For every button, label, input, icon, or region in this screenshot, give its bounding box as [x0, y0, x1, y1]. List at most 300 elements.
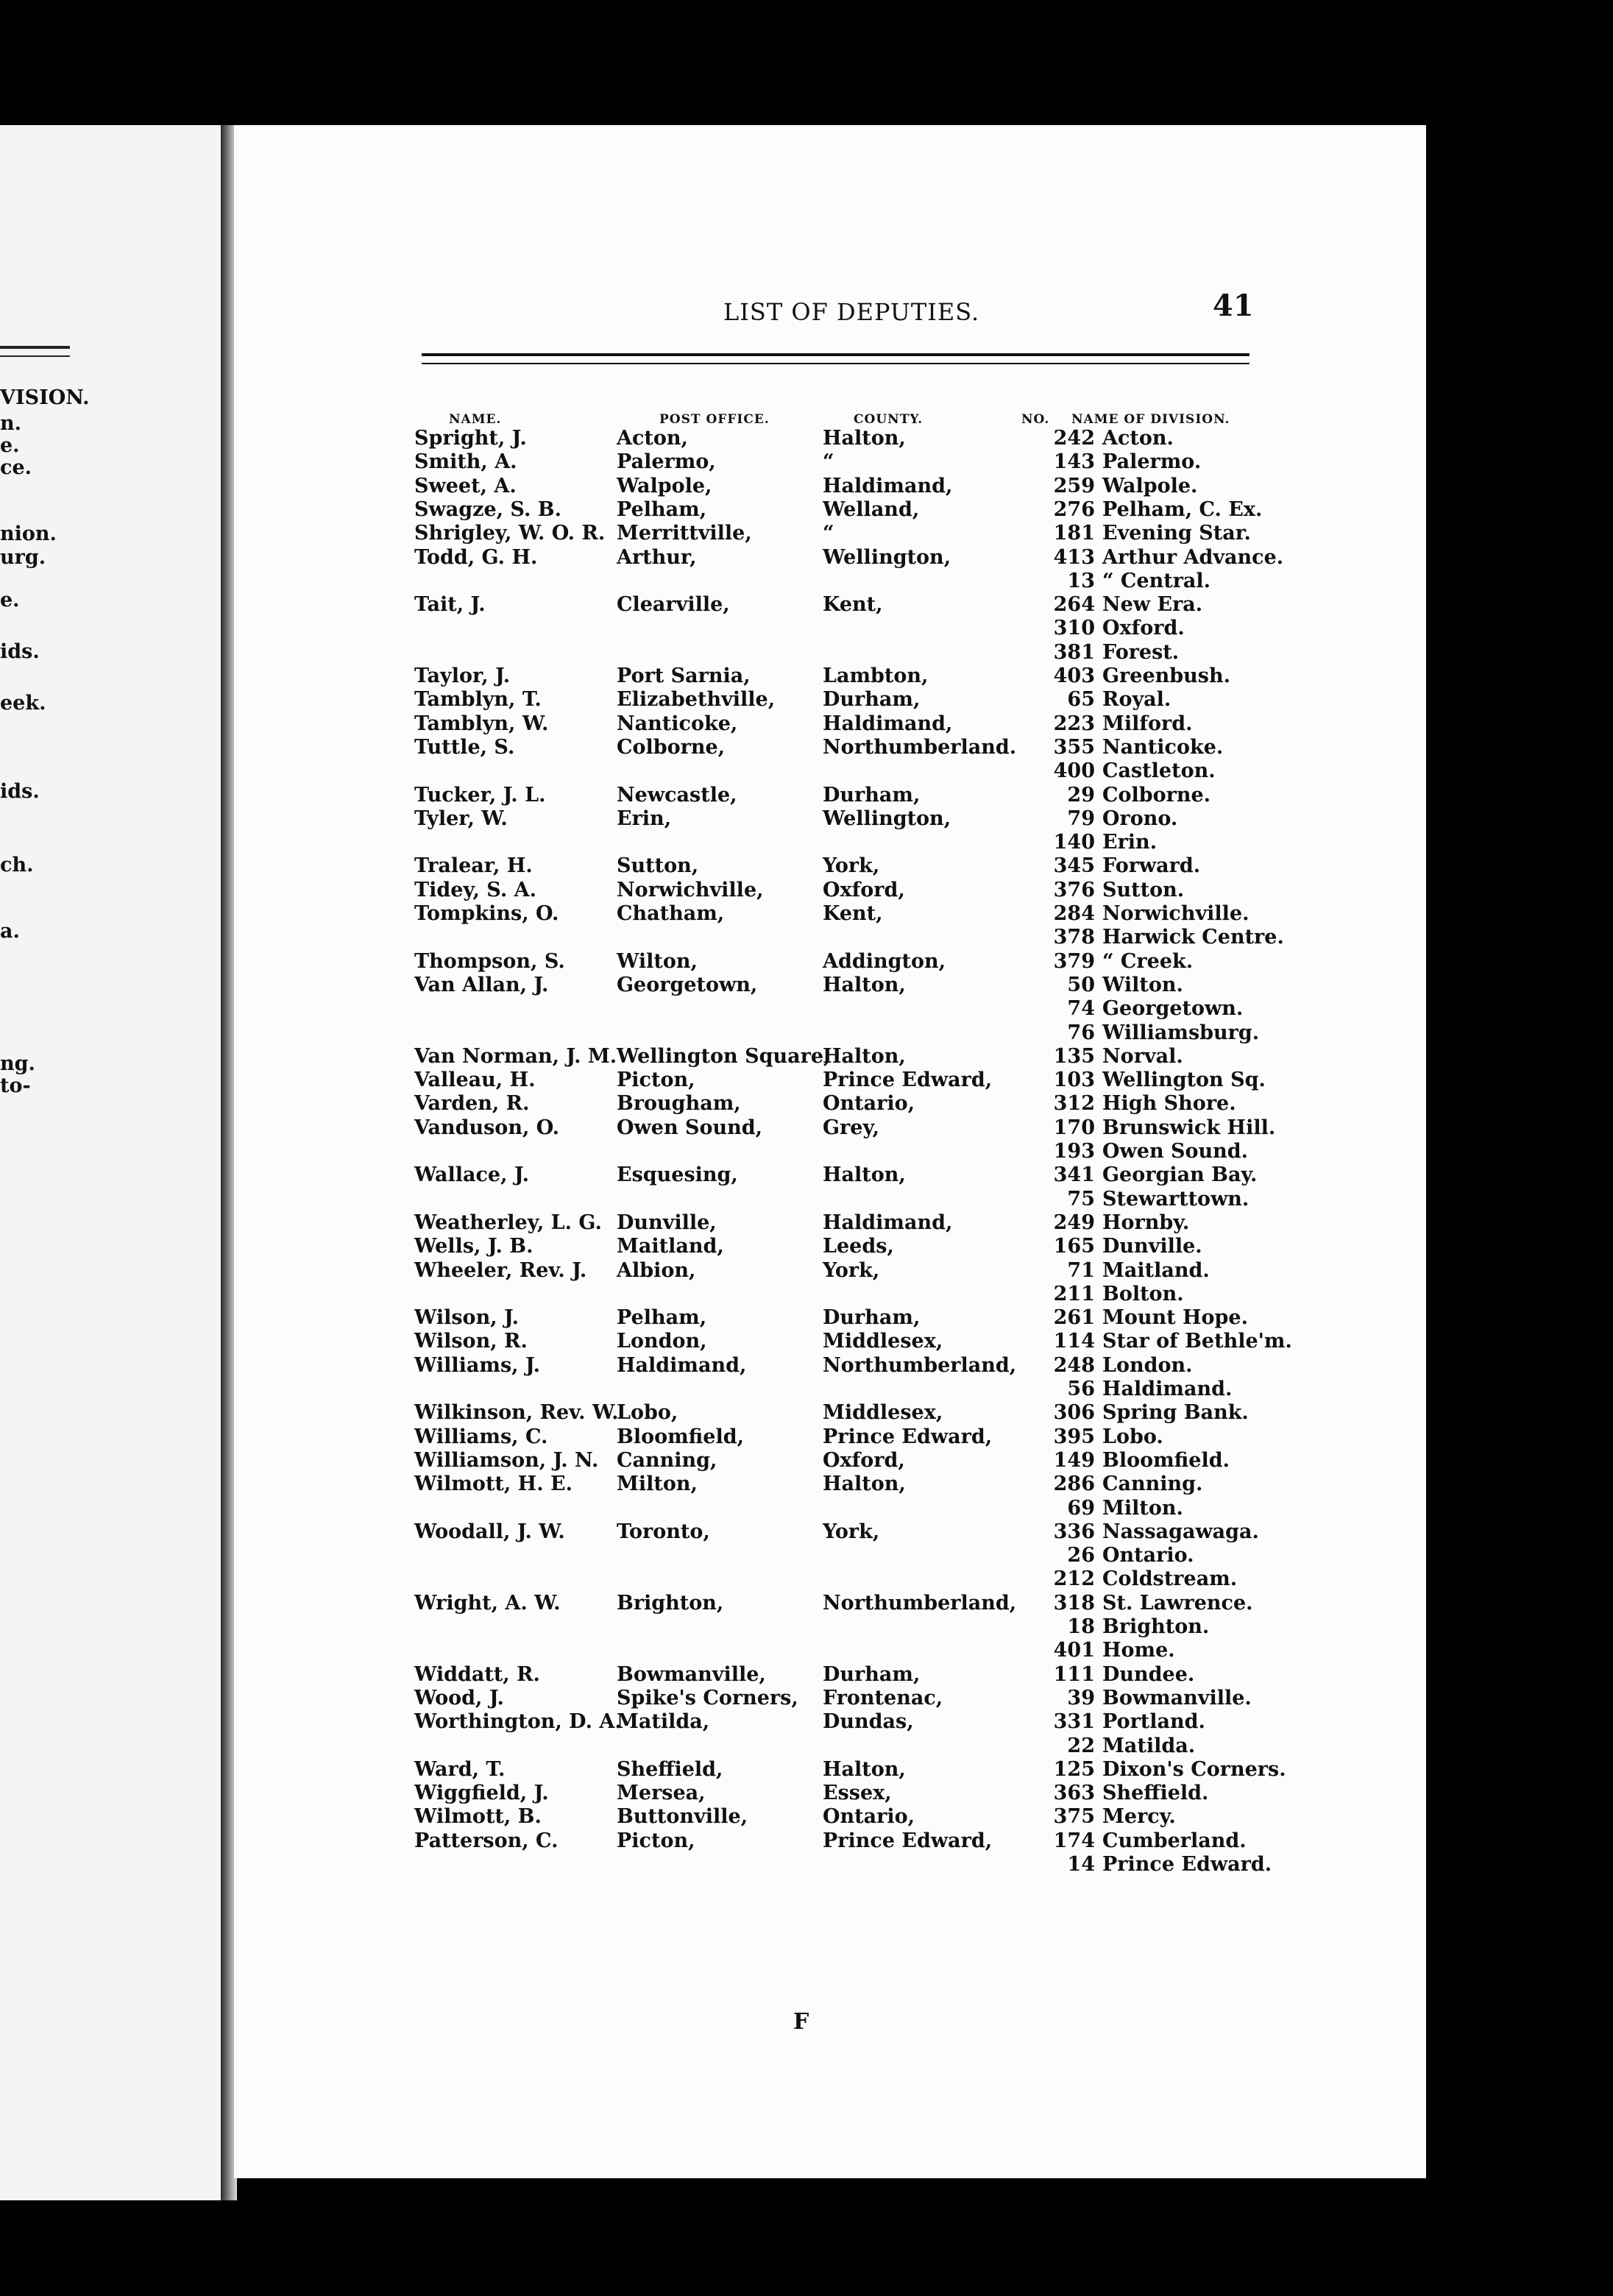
cell-post-office: Chatham, [617, 902, 725, 925]
cell-name: Widdatt, R. [414, 1662, 540, 1686]
facing-page-fragment: e. [0, 434, 20, 457]
cell-no: 259 [1053, 474, 1095, 497]
cell-division: Erin. [1102, 831, 1158, 854]
table-row [234, 593, 1426, 617]
cell-post-office: Newcastle, [617, 783, 737, 807]
cell-division: Milton. [1102, 1496, 1183, 1520]
cell-division: Cumberland. [1102, 1829, 1247, 1852]
cell-name: Worthington, D. A. [414, 1710, 622, 1734]
column-header-county: COUNTY. [854, 412, 924, 427]
table-row [234, 1401, 1426, 1425]
table-row [234, 854, 1426, 878]
table-row [234, 1330, 1426, 1353]
cell-county: Kent, [823, 593, 883, 617]
cell-no: 276 [1053, 497, 1095, 521]
cell-no: 103 [1053, 1069, 1095, 1092]
facing-page-fragment: to- [0, 1074, 31, 1097]
cell-name: Shrigley, W. O. R. [414, 522, 606, 545]
cell-post-office: Bowmanville, [617, 1662, 766, 1686]
cell-name: Tyler, W. [414, 807, 508, 830]
cell-name: Ward, T. [414, 1757, 506, 1781]
cell-name: Williams, J. [414, 1353, 541, 1377]
table-row [234, 1259, 1426, 1283]
table-row [234, 1425, 1426, 1449]
cell-no: 306 [1053, 1401, 1095, 1425]
cell-no: 212 [1053, 1567, 1095, 1591]
cell-no: 181 [1053, 522, 1095, 545]
table-row [234, 1116, 1426, 1140]
page-number: 41 [1213, 288, 1254, 323]
table-row [234, 926, 1426, 949]
table-row [234, 1735, 1426, 1758]
table-row [234, 1306, 1426, 1330]
cell-name: Wood, J. [414, 1686, 504, 1709]
cell-division: Palermo. [1102, 450, 1202, 474]
cell-county: Essex, [823, 1782, 892, 1805]
table-row [234, 950, 1426, 974]
cell-division: Spring Bank. [1102, 1401, 1249, 1425]
cell-name: Wilson, R. [414, 1330, 528, 1353]
facing-page-fragment: urg. [0, 546, 46, 569]
cell-division: Walpole. [1102, 474, 1198, 497]
facing-page-rule [0, 346, 70, 357]
table-row [234, 1544, 1426, 1567]
table-row [234, 1378, 1426, 1401]
cell-no: 111 [1053, 1662, 1095, 1686]
cell-division: Owen Sound. [1102, 1140, 1249, 1163]
cell-name: Valleau, H. [414, 1069, 536, 1092]
column-header-no: NO. [1021, 412, 1050, 427]
table-row [234, 570, 1426, 593]
table-row [234, 1092, 1426, 1116]
table-row [234, 1021, 1426, 1045]
table-row [234, 546, 1426, 570]
cell-county: York, [823, 854, 880, 878]
cell-county: Oxford, [823, 1448, 905, 1472]
cell-no: 22 [1067, 1734, 1095, 1757]
page [234, 125, 1426, 2178]
cell-post-office: Sutton, [617, 854, 699, 878]
cell-name: Wilmott, H. E. [414, 1473, 572, 1496]
facing-page-fragment: a. [0, 920, 20, 943]
table-row [234, 736, 1426, 759]
cell-no: 79 [1067, 807, 1095, 830]
table-row [234, 879, 1426, 902]
cell-division: Forward. [1102, 854, 1201, 878]
table-row [234, 759, 1426, 783]
cell-no: 310 [1053, 617, 1095, 640]
cell-county: Middlesex, [823, 1330, 943, 1353]
table-row [234, 807, 1426, 831]
cell-county: Prince Edward, [823, 1425, 993, 1448]
cell-division: Arthur Advance. [1102, 545, 1284, 569]
cell-division: Maitland. [1102, 1258, 1210, 1282]
table-row [234, 1710, 1426, 1734]
cell-division: Sutton. [1102, 878, 1185, 901]
cell-division: “ Central. [1102, 569, 1211, 592]
cell-division: High Shore. [1102, 1092, 1236, 1116]
table-row [234, 450, 1426, 474]
cell-no: 264 [1053, 593, 1095, 617]
cell-county: York, [823, 1258, 880, 1282]
cell-name: Weatherley, L. G. [414, 1211, 602, 1234]
cell-county: Middlesex, [823, 1401, 943, 1425]
table-row [234, 1592, 1426, 1615]
cell-county: Dundas, [823, 1710, 914, 1734]
cell-name: Tompkins, O. [414, 902, 559, 925]
cell-division: Castleton. [1102, 759, 1216, 783]
header-rule [422, 353, 1249, 364]
cell-post-office: Brougham, [617, 1092, 741, 1116]
cell-division: Bloomfield. [1102, 1448, 1230, 1472]
table-row [234, 997, 1426, 1021]
cell-county: Durham, [823, 1306, 921, 1330]
cell-division: Portland. [1102, 1710, 1205, 1734]
cell-county: Kent, [823, 902, 883, 925]
cell-name: Taylor, J. [414, 665, 511, 687]
cell-post-office: Colborne, [617, 735, 726, 759]
column-header-post-office: POST OFFICE. [659, 412, 770, 427]
cell-post-office: Norwichville, [617, 878, 764, 901]
cell-county: “ [823, 450, 834, 474]
cell-no: 170 [1053, 1116, 1095, 1139]
cell-division: Canning. [1102, 1473, 1203, 1496]
cell-no: 355 [1053, 735, 1095, 759]
table-row [234, 712, 1426, 736]
cell-division: Brighton. [1102, 1615, 1210, 1638]
cell-county: Haldimand, [823, 712, 953, 735]
cell-division: Coldstream. [1102, 1567, 1238, 1591]
cell-county: Wellington, [823, 807, 951, 830]
cell-county: Halton, [823, 427, 906, 450]
cell-division: Mount Hope. [1102, 1306, 1249, 1330]
cell-division: Greenbush. [1102, 665, 1231, 687]
cell-name: Patterson, C. [414, 1829, 559, 1852]
cell-division: Norwichville. [1102, 902, 1249, 925]
cell-post-office: Acton, [617, 427, 688, 450]
cell-division: Stewarttown. [1102, 1187, 1249, 1211]
cell-name: Tucker, J. L. [414, 783, 546, 807]
table-row [234, 1758, 1426, 1782]
cell-division: Home. [1102, 1639, 1175, 1662]
cell-no: 223 [1053, 712, 1095, 735]
cell-no: 18 [1067, 1615, 1095, 1638]
table-row [234, 1687, 1426, 1710]
cell-division: Forest. [1102, 640, 1180, 664]
cell-name: Williamson, J. N. [414, 1448, 599, 1472]
cell-post-office: London, [617, 1330, 707, 1353]
facing-page-fragment: eek. [0, 692, 46, 715]
cell-no: 50 [1067, 973, 1095, 996]
cell-county: Durham, [823, 688, 921, 712]
cell-no: 193 [1053, 1140, 1095, 1163]
cell-name: Van Allan, J. [414, 973, 549, 996]
cell-post-office: Port Sarnia, [617, 665, 751, 687]
cell-division: Georgian Bay. [1102, 1163, 1258, 1187]
cell-county: Haldimand, [823, 474, 953, 497]
table-row [234, 784, 1426, 807]
cell-post-office: Picton, [617, 1069, 695, 1092]
cell-division: Orono. [1102, 807, 1178, 830]
cell-county: Grey, [823, 1116, 879, 1139]
cell-no: 286 [1053, 1473, 1095, 1496]
cell-no: 135 [1053, 1044, 1095, 1068]
cell-post-office: Canning, [617, 1448, 717, 1472]
cell-no: 39 [1067, 1686, 1095, 1709]
cell-no: 114 [1053, 1330, 1095, 1353]
cell-name: Van Norman, J. M. [414, 1044, 617, 1068]
table-row [234, 1805, 1426, 1829]
cell-no: 74 [1067, 997, 1095, 1021]
table-row [234, 1140, 1426, 1163]
cell-post-office: Clearville, [617, 593, 730, 617]
cell-no: 65 [1067, 688, 1095, 712]
cell-post-office: Wilton, [617, 949, 698, 973]
cell-no: 14 [1067, 1853, 1095, 1876]
cell-division: Oxford. [1102, 617, 1185, 640]
cell-division: Nanticoke. [1102, 735, 1224, 759]
cell-county: Northumberland. [823, 735, 1017, 759]
cell-no: 378 [1053, 926, 1095, 949]
cell-name: Tralear, H. [414, 854, 533, 878]
cell-county: Durham, [823, 783, 921, 807]
cell-name: Williams, C. [414, 1425, 548, 1448]
cell-division: Bowmanville. [1102, 1686, 1252, 1709]
table-row [234, 617, 1426, 640]
cell-no: 375 [1053, 1805, 1095, 1829]
table-row [234, 1853, 1426, 1877]
cell-county: Ontario, [823, 1092, 915, 1116]
cell-post-office: Buttonville, [617, 1805, 748, 1829]
page-title: LIST OF DEPUTIES. [723, 298, 980, 326]
cell-division: Bolton. [1102, 1282, 1184, 1305]
cell-no: 149 [1053, 1448, 1095, 1472]
cell-county: Northumberland, [823, 1353, 1017, 1377]
cell-no: 125 [1053, 1757, 1095, 1781]
table-row [234, 1567, 1426, 1591]
cell-county: Lambton, [823, 665, 929, 687]
cell-county: Prince Edward, [823, 1069, 993, 1092]
cell-post-office: Georgetown, [617, 973, 758, 996]
cell-no: 69 [1067, 1496, 1095, 1520]
facing-page-fragment: ids. [0, 640, 40, 663]
table-row [234, 641, 1426, 665]
table-row [234, 1473, 1426, 1496]
cell-no: 174 [1053, 1829, 1095, 1852]
cell-county: Haldimand, [823, 1211, 953, 1234]
cell-name: Tuttle, S. [414, 735, 515, 759]
cell-name: Wiggfield, J. [414, 1782, 549, 1805]
cell-name: Spright, J. [414, 427, 527, 450]
cell-no: 248 [1053, 1353, 1095, 1377]
cell-no: 29 [1067, 783, 1095, 807]
cell-no: 376 [1053, 878, 1095, 901]
cell-no: 71 [1067, 1258, 1095, 1282]
cell-name: Wallace, J. [414, 1163, 529, 1187]
cell-division: Williamsburg. [1102, 1021, 1260, 1044]
table-row [234, 1045, 1426, 1069]
cell-post-office: Erin, [617, 807, 672, 830]
cell-division: Brunswick Hill. [1102, 1116, 1276, 1139]
cell-post-office: Maitland, [617, 1235, 724, 1258]
cell-county: Prince Edward, [823, 1829, 993, 1852]
cell-division: Milford. [1102, 712, 1193, 735]
cell-name: Wilmott, B. [414, 1805, 542, 1829]
cell-county: Addington, [823, 949, 946, 973]
cell-no: 413 [1053, 545, 1095, 569]
cell-no: 13 [1067, 569, 1095, 592]
cell-county: Leeds, [823, 1235, 894, 1258]
cell-name: Swagze, S. B. [414, 497, 561, 521]
table-row [234, 522, 1426, 545]
cell-division: Star of Bethle'm. [1102, 1330, 1292, 1353]
cell-no: 75 [1067, 1187, 1095, 1211]
table-row [234, 1829, 1426, 1853]
cell-name: Tidey, S. A. [414, 878, 536, 901]
cell-county: “ [823, 522, 834, 545]
table-row [234, 1615, 1426, 1639]
cell-division: Royal. [1102, 688, 1171, 712]
cell-county: Welland, [823, 497, 920, 521]
cell-name: Wilson, J. [414, 1306, 520, 1330]
cell-no: 395 [1053, 1425, 1095, 1448]
cell-post-office: Brighton, [617, 1591, 724, 1615]
cell-name: Wilkinson, Rev. W. [414, 1401, 619, 1425]
cell-division: St. Lawrence. [1102, 1591, 1253, 1615]
facing-page-fragment: n. [0, 412, 22, 435]
cell-county: Halton, [823, 973, 906, 996]
cell-division: Sheffield. [1102, 1782, 1209, 1805]
cell-post-office: Elizabethville, [617, 688, 776, 712]
cell-division: Mercy. [1102, 1805, 1176, 1829]
signature-mark: F [793, 2009, 809, 2035]
cell-division: Colborne. [1102, 783, 1211, 807]
cell-no: 318 [1053, 1591, 1095, 1615]
table-row [234, 1354, 1426, 1378]
facing-page-fragment: e. [0, 589, 20, 612]
cell-no: 76 [1067, 1021, 1095, 1044]
cell-county: Halton, [823, 1757, 906, 1781]
table-row [234, 1663, 1426, 1687]
cell-county: Halton, [823, 1473, 906, 1496]
cell-post-office: Haldimand, [617, 1353, 747, 1377]
cell-division: Hornby. [1102, 1211, 1190, 1234]
table-row [234, 1188, 1426, 1211]
facing-page-fragment: nion. [0, 522, 57, 545]
cell-post-office: Nanticoke, [617, 712, 738, 735]
cell-county: Oxford, [823, 878, 905, 901]
cell-name: Tamblyn, T. [414, 688, 542, 712]
cell-division: Pelham, C. Ex. [1102, 497, 1263, 521]
column-header-division: NAME OF DIVISION. [1071, 412, 1230, 427]
table-row [234, 1235, 1426, 1258]
cell-county: Halton, [823, 1044, 906, 1068]
cell-no: 312 [1053, 1092, 1095, 1116]
cell-no: 165 [1053, 1235, 1095, 1258]
cell-no: 336 [1053, 1520, 1095, 1543]
cell-no: 26 [1067, 1544, 1095, 1567]
cell-post-office: Palermo, [617, 450, 716, 474]
cell-post-office: Albion, [617, 1258, 696, 1282]
cell-post-office: Arthur, [617, 545, 697, 569]
cell-county: York, [823, 1520, 880, 1543]
cell-no: 341 [1053, 1163, 1095, 1187]
cell-name: Varden, R. [414, 1092, 530, 1116]
cell-post-office: Toronto, [617, 1520, 710, 1543]
cell-name: Wells, J. B. [414, 1235, 533, 1258]
cell-county: Ontario, [823, 1805, 915, 1829]
facing-page-fragment: VISION. [0, 386, 90, 409]
cell-no: 403 [1053, 665, 1095, 687]
cell-no: 249 [1053, 1211, 1095, 1234]
cell-division: “ Creek. [1102, 949, 1194, 973]
cell-name: Smith, A. [414, 450, 517, 474]
cell-post-office: Dunville, [617, 1211, 717, 1234]
cell-post-office: Sheffield, [617, 1757, 723, 1781]
cell-post-office: Esquesing, [617, 1163, 738, 1187]
cell-post-office: Owen Sound, [617, 1116, 763, 1139]
cell-division: Matilda. [1102, 1734, 1196, 1757]
table-row [234, 1069, 1426, 1092]
cell-no: 211 [1053, 1282, 1095, 1305]
cell-post-office: Spike's Corners, [617, 1686, 798, 1709]
cell-division: Haldimand. [1102, 1378, 1233, 1400]
table-row [234, 688, 1426, 712]
cell-post-office: Matilda, [617, 1710, 710, 1734]
cell-no: 331 [1053, 1710, 1095, 1734]
cell-county: Northumberland, [823, 1591, 1017, 1615]
cell-no: 284 [1053, 902, 1095, 925]
cell-no: 379 [1053, 949, 1095, 973]
cell-county: Durham, [823, 1662, 921, 1686]
cell-division: Dundee. [1102, 1662, 1195, 1686]
cell-post-office: Mersea, [617, 1782, 706, 1805]
facing-page-fragment: ch. [0, 854, 34, 876]
table-row [234, 665, 1426, 688]
facing-page-fragment: ce. [0, 456, 32, 479]
cell-division: London. [1102, 1353, 1193, 1377]
facing-page-fragment: ng. [0, 1052, 35, 1075]
cell-no: 345 [1053, 854, 1095, 878]
cell-no: 242 [1053, 427, 1095, 450]
cell-post-office: Picton, [617, 1829, 695, 1852]
cell-division: Wellington Sq. [1102, 1069, 1266, 1092]
cell-division: Wilton. [1102, 973, 1183, 996]
cell-no: 401 [1053, 1639, 1095, 1662]
cell-division: Acton. [1102, 427, 1174, 450]
cell-post-office: Bloomfield, [617, 1425, 745, 1448]
cell-no: 56 [1067, 1378, 1095, 1400]
cell-post-office: Walpole, [617, 474, 712, 497]
cell-name: Vanduson, O. [414, 1116, 560, 1139]
table-row [234, 1449, 1426, 1473]
cell-post-office: Merrittville, [617, 522, 752, 545]
cell-no: 363 [1053, 1782, 1095, 1805]
cell-division: Evening Star. [1102, 522, 1251, 545]
cell-division: Nassagawaga. [1102, 1520, 1259, 1543]
table-row [234, 1497, 1426, 1520]
column-header-name: NAME. [449, 412, 502, 427]
table-row [234, 475, 1426, 498]
cell-county: Frontenac, [823, 1686, 943, 1709]
table-row [234, 1163, 1426, 1187]
table-row [234, 427, 1426, 450]
cell-name: Woodall, J. W. [414, 1520, 565, 1543]
cell-no: 381 [1053, 640, 1095, 664]
cell-division: Harwick Centre. [1102, 926, 1284, 949]
cell-no: 143 [1053, 450, 1095, 474]
cell-name: Wheeler, Rev. J. [414, 1258, 587, 1282]
